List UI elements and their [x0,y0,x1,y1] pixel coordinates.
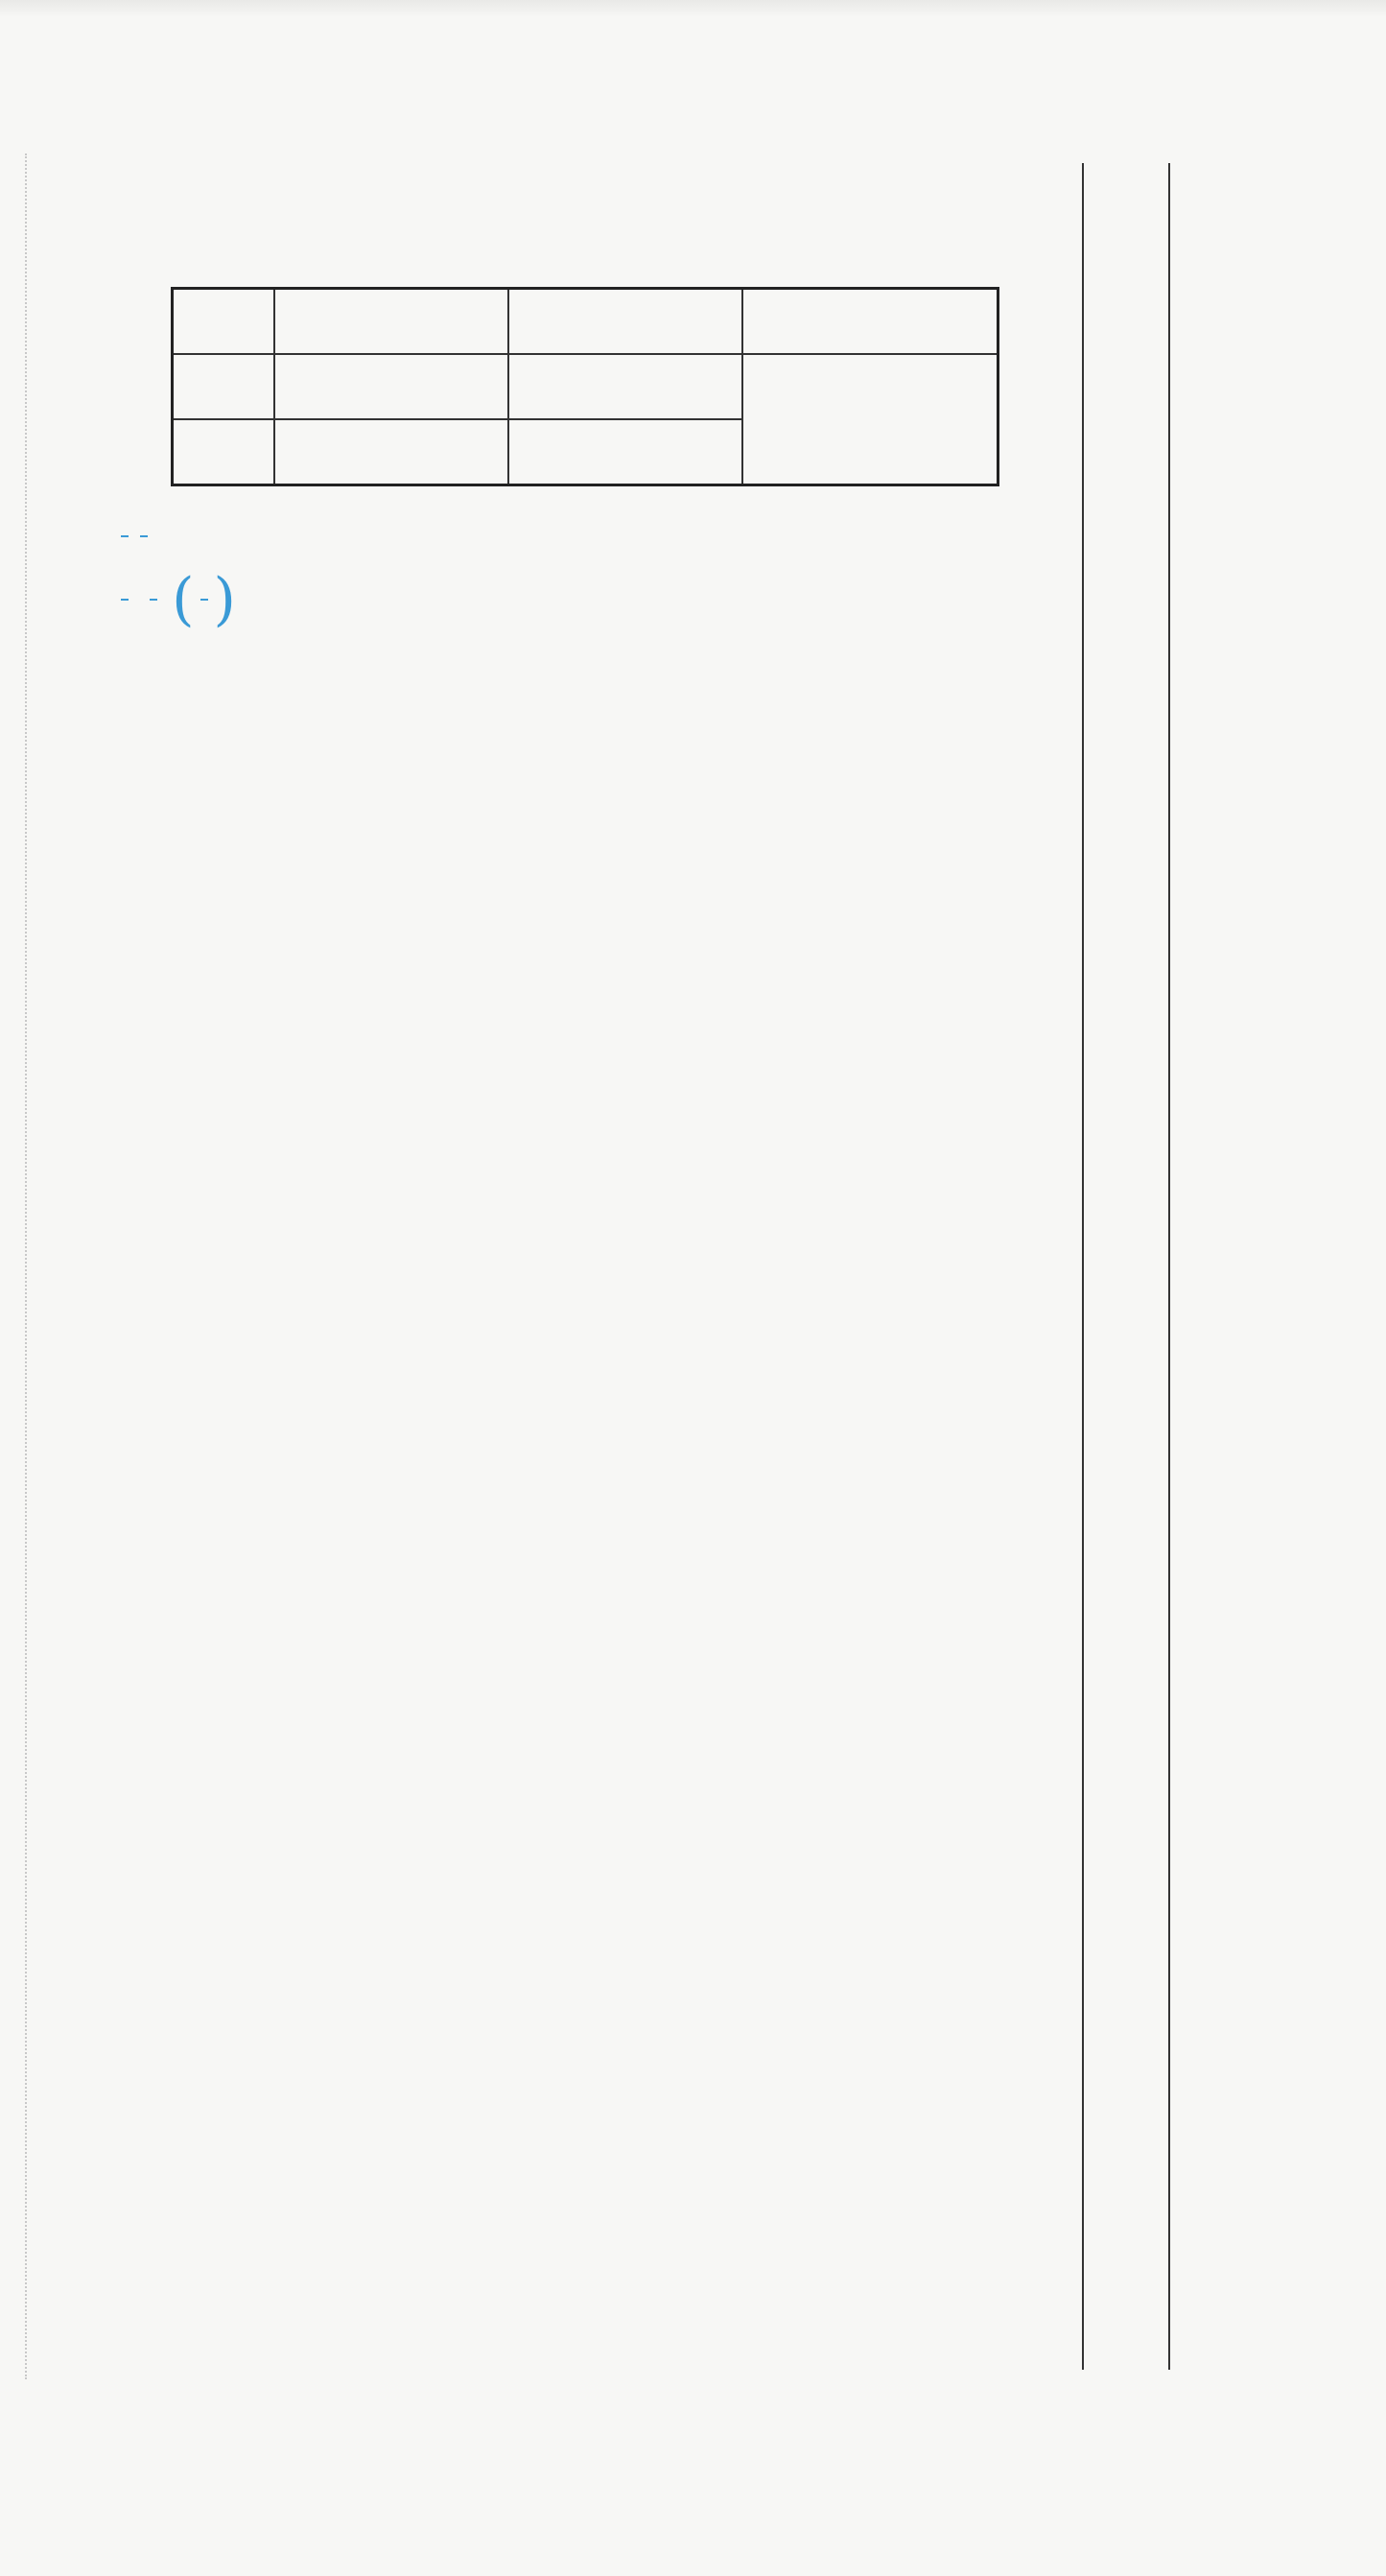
table-header-cell [173,289,275,355]
left-paren: ( [172,566,195,633]
content [115,154,1055,633]
binding-line-outer [1168,163,1170,2370]
fraction [200,599,208,601]
numerator [121,535,129,537]
answer-part-3 [115,154,1055,208]
table-cell [173,354,275,419]
question-26 [115,214,1055,273]
left-dotted-margin [25,154,29,2379]
solution-part-1 [115,504,1055,567]
table-cell [508,419,742,485]
table-header-cell [508,289,742,355]
right-paren: ) [213,566,236,633]
table-row [173,354,998,419]
price-table [171,287,999,486]
binding-line-inner [1082,163,1084,2370]
fraction [121,535,129,537]
numerator [121,599,129,601]
table-cell-set-price [742,354,998,485]
table-cell [173,419,275,485]
solution-part-2 [115,566,1055,633]
fraction [140,535,148,537]
numerator [140,535,148,537]
table-cell [274,419,508,485]
table-header-row [173,289,998,355]
table-cell [508,354,742,419]
numerator [150,599,157,601]
top-shade [0,0,1386,17]
fraction [121,599,129,601]
table-header-cell [274,289,508,355]
fraction [150,599,157,601]
table-cell [274,354,508,419]
table-header-cell [742,289,998,355]
numerator [200,599,208,601]
